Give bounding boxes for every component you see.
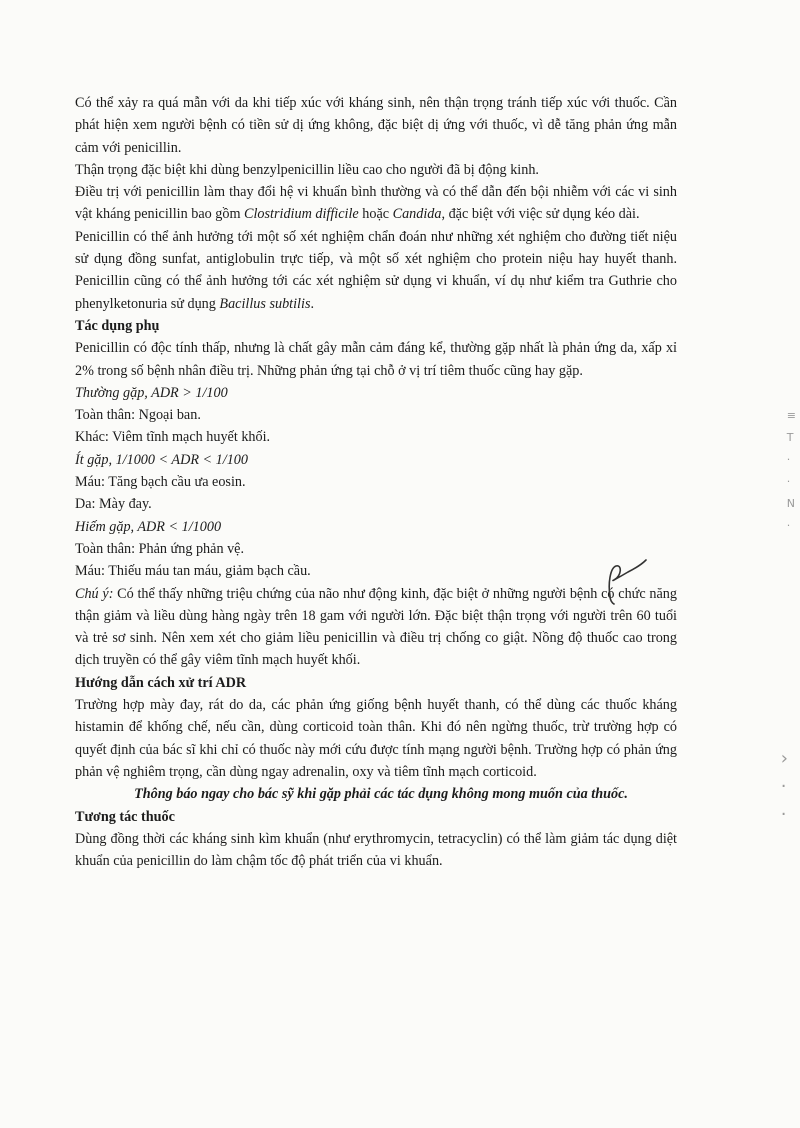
section-heading: Tương tác thuốc <box>75 808 175 825</box>
handwritten-signature <box>598 556 650 608</box>
scan-edge-marks: ≡ T · · N · <box>786 409 796 532</box>
paragraph: Thận trọng đặc biệt khi dùng benzylpenicillin liều cao cho người đã bị động kinh. <box>75 161 539 178</box>
text-run: . <box>310 295 315 312</box>
paragraph: Dùng đồng thời các kháng sinh kìm khuẩn (như erythromycin, tetracyclin) có thể làm giảm tác dụng diệt khuẩn của penicillin do làm chậm tốc độ phát triển của vi khuẩn. <box>75 830 677 870</box>
paragraph <box>75 583 677 672</box>
paragraph <box>75 226 677 315</box>
paragraph: Da: Mày đay. <box>75 496 152 513</box>
text-run: hoặc <box>358 206 393 223</box>
section-heading: Hướng dẫn cách xử trí ADR <box>75 674 247 691</box>
paragraph: Máu: Tăng bạch cầu ưa eosin. <box>75 474 246 491</box>
scan-edge-marks-lower: › · · <box>780 748 788 825</box>
paragraph <box>75 181 677 226</box>
warning-notice: Thông báo ngay cho bác sỹ khi gặp phải các tác dụng không mong muốn của thuốc. <box>134 786 628 803</box>
section-heading: Tác dụng phụ <box>75 317 160 334</box>
italic-text: Clostridium difficile <box>244 206 359 223</box>
text-run: , đặc biệt với việc sử dụng kéo dài. <box>441 206 640 223</box>
paragraph: Máu: Thiếu máu tan máu, giảm bạch cầu. <box>75 563 311 580</box>
frequency-label: Hiếm gặp, ADR < 1/1000 <box>75 518 222 535</box>
paragraph: Có thể xảy ra quá mẫn với da khi tiếp xúc với kháng sinh, nên thận trọng tránh tiếp xúc với thuốc. Cần phát hiện xem người bệnh có tiền sử dị ứng không, đặc biệt dị ứng với thuốc, vì dễ tăng phản ứng mẫn cảm với penicillin. <box>75 95 677 156</box>
document-body <box>75 92 677 872</box>
paragraph: Toàn thân: Ngoại ban. <box>75 407 201 424</box>
paragraph: Toàn thân: Phản ứng phản vệ. <box>75 540 245 557</box>
frequency-label: Thường gặp, ADR > 1/100 <box>75 384 228 401</box>
frequency-label: Ít gặp, 1/1000 < ADR < 1/100 <box>75 451 248 468</box>
italic-text: Candida <box>392 206 442 223</box>
text-run: Có thể thấy những triệu chứng của não như động kinh, đặc biệt ở những người bệnh có chức năng thận giảm và liều dùng hàng ngày trên 18 gam với người lớn. Đặc biệt thận trọng với người trên 60 tuổi và trẻ sơ sinh. Nên xem xét cho giảm liều penicillin và điều trị chống co giật. Nồng độ thuốc cao trong dịch truyền có thể gây viêm tĩnh mạch huyết khối. <box>75 585 677 669</box>
italic-text: Bacillus subtilis <box>219 295 311 312</box>
paragraph: Khác: Viêm tĩnh mạch huyết khối. <box>75 429 271 446</box>
italic-text: Chú ý: <box>75 585 114 602</box>
text-run: Điều trị với penicillin làm thay đổi hệ vi khuẩn bình thường và có thể dẫn đến bội nhiễm với các vi sinh vật kháng penicillin bao gồm <box>75 184 677 223</box>
paragraph: Trường hợp mày đay, rát do da, các phản ứng giống bệnh huyết thanh, có thể dùng các thuốc kháng histamin để khống chế, nếu cần, dùng corticoid toàn thân. Khi đó nên ngừng thuốc, trừ trường hợp có quyết định của bác sĩ khi chỉ có thuốc này mới cứu được tính mạng người bệnh. Trường hợp có phản ứng phản vệ nghiêm trọng, cần dùng ngay adrenalin, oxy và tiêm tĩnh mạch corticoid. <box>75 697 677 780</box>
paragraph: Penicillin có độc tính thấp, nhưng là chất gây mẫn cảm đáng kể, thường gặp nhất là phản ứng da, xấp xỉ 2% trong số bệnh nhân điều trị. Những phản ứng tại chỗ ở vị trí tiêm thuốc cũng hay gặp. <box>75 340 677 379</box>
text-run: Penicillin có thể ảnh hưởng tới một số xét nghiệm chẩn đoán như những xét nghiệm cho đường tiết niệu sử dụng đồng sunfat, antiglobulin trực tiếp, và một số xét nghiệm cho protein niệu hay huyết thanh. Penicillin cũng có thể ảnh hưởng tới các xét nghiệm sử dụng vi khuẩn, ví dụ như kiểm tra Guthrie cho phenylketonuria sử dụng <box>75 228 677 312</box>
